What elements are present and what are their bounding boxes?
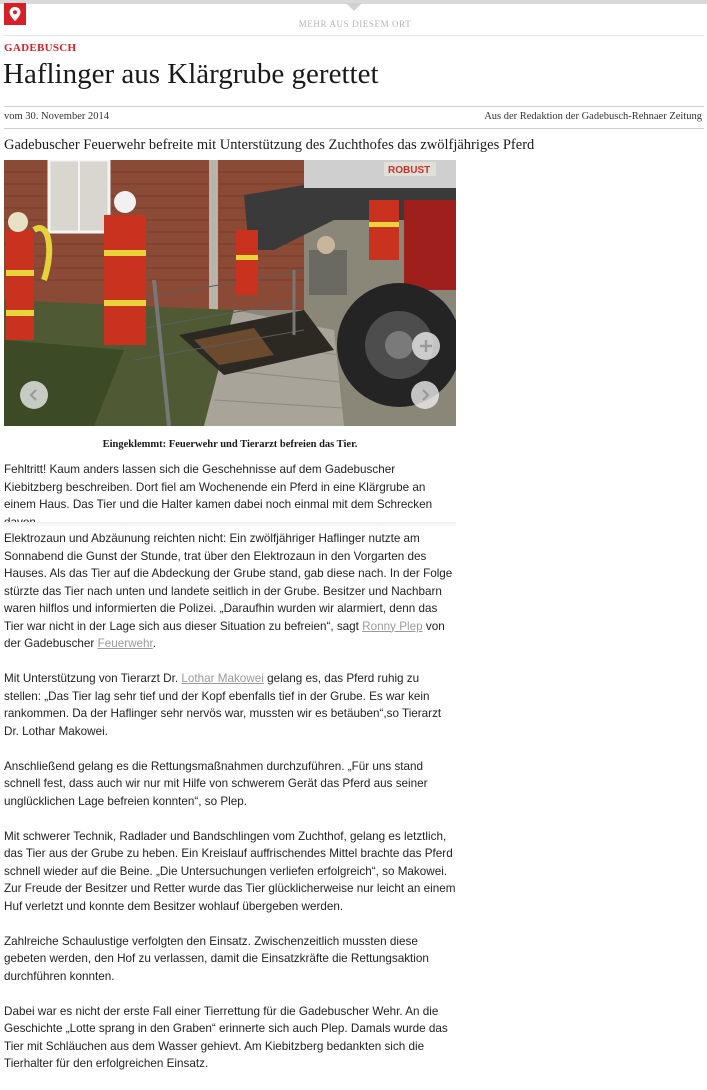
person-link-ronny-plep[interactable]: Ronny Plep <box>362 619 423 633</box>
photo-illustration <box>4 160 456 426</box>
article-photo[interactable] <box>4 160 456 426</box>
article-intro: Fehltritt! Kaum anders lassen sich die Geschehnisse auf dem Gadebuscher Kiebitzberg beschreiben. Dort fiel am Wochenende ein Pferd in eine Klärgrube an einem Haus. Das Tier und die Halter kamen dabei noch einmal mit dem Schrecken <box>4 463 433 511</box>
paragraph-text: Elektrozaun und Abzäunung reichten nicht: Ein zwölfjähriger Haflinger nutzte am Sonnabend die Gunst der Stunde, trat über den Elektrozaun in den Vorgarten des Hauses. Als das Tier auf die Abdeckung der Grube stand, gab diese nach. In der Folge stürzte das Tier nach unten und landete seitlich in der Grube. Besitzer und Nachbarn waren hilflos und informierten die Polizei. „Daraufhin wurden wir alarmiert, denn das Tier war nicht in der Lage sich aus dieser Situation zu befreien“, sagt <box>4 532 453 633</box>
map-pin-icon <box>9 7 21 21</box>
meta-divider <box>4 128 704 129</box>
header-divider <box>4 35 704 36</box>
more-tab-chevron-icon[interactable] <box>299 3 409 13</box>
body-paragraph <box>4 530 456 653</box>
body-paragraph <box>4 670 456 740</box>
image-caption: Eingeklemmt: Feuerwehr und Tierarzt befreien das Tier. <box>102 439 358 450</box>
paragraph-text: Mit Unterstützung von Tierarzt Dr. <box>4 672 179 685</box>
paragraph-text: . <box>152 637 157 650</box>
chevron-right-icon <box>419 389 431 401</box>
paragraph-text: gelang es, das Pferd ruhig zu stellen: „Das Tier lag sehr tief und der Kopf ebenfalls tief in der Grube. Es war kein rankommen. Da der Haflinger sehr nervös war, mussten wir es betäuben“,so Tierarzt Dr. Lothar Makowei. <box>4 672 442 738</box>
photo-label: ROBUST <box>388 165 431 176</box>
person-link-lothar-makowei[interactable]: Lothar Makowei <box>181 672 264 685</box>
body-paragraph: Anschließend gelang es die Rettungsmaßnahmen durchzuführen. „Für uns stand schnell fest, dass auch wir nur mit Hilfe von schwerem Gerät das Pferd aus seiner unglücklichen Lage befreien konnten“, so Plep. <box>4 759 428 808</box>
topic-link-feuerwehr[interactable]: Feuerwehr <box>97 637 153 650</box>
gallery-next-button[interactable] <box>411 381 439 409</box>
title-divider <box>4 106 704 107</box>
body-paragraph: Zahlreiche Schaulustige verfolgten den Einsatz. Zwischenzeitlich mussten diese gebeten werden, den Hof zu verlassen, damit die Einsatzkräfte die Rettungsaktion durchführen konnten. <box>4 934 429 983</box>
paragraph-text: von der Gadebuscher <box>4 619 445 650</box>
article-title: Haflinger aus Klärgrube gerettet <box>3 58 379 90</box>
article-kicker[interactable]: GADEBUSCH <box>4 42 77 54</box>
article-subtitle: Gadebuscher Feuerwehr befreite mit Unterstützung des Zuchthofes das zwölfjähriges Pferd <box>4 137 535 153</box>
intro-divider <box>4 522 456 528</box>
article-date: vom 30. November 2014 <box>4 111 109 122</box>
gallery-prev-button[interactable] <box>20 381 48 409</box>
article-body <box>4 530 456 1090</box>
more-from-location-link[interactable]: MEHR AUS DIESEM ORT <box>298 19 412 29</box>
body-paragraph: Mit schwerer Technik, Radlader und Bandschlingen vom Zuchthof, gelang es letztlich, das Tier aus der Grube zu heben. Ein Kreislauf auffrischendes Mittel brachte das Pferd schnell wieder auf die Beine. „Die Untersuchungen verliefen erfolgreich“, so Makowei. Zur Freude der Besitzer und Retter wurde das Tier glücklicherweise nur leicht an einem Huf verletzt und konnte dem Besitzer wohlauf übergeben werden. <box>4 829 456 913</box>
body-paragraph: Dabei war es nicht der erste Fall einer Tierrettung für die Gadebuscher Wehr. An die Geschichte „Lotte sprang in den Graben“ erinnerte sich auch Plep. Damals wurde das Tier mit Schläuchen aus dem Wasser gehievt. Am Kiebitzberg bedankten sich die Tierhalter für den erfolgreichen Einsatz. <box>4 1004 448 1070</box>
zoom-button[interactable] <box>412 332 440 360</box>
chevron-left-icon <box>28 389 40 401</box>
location-badge[interactable] <box>4 3 26 25</box>
plus-icon <box>419 339 433 353</box>
article-source: Aus der Redaktion der Gadebusch-Rehnaer Zeitung <box>484 111 702 122</box>
